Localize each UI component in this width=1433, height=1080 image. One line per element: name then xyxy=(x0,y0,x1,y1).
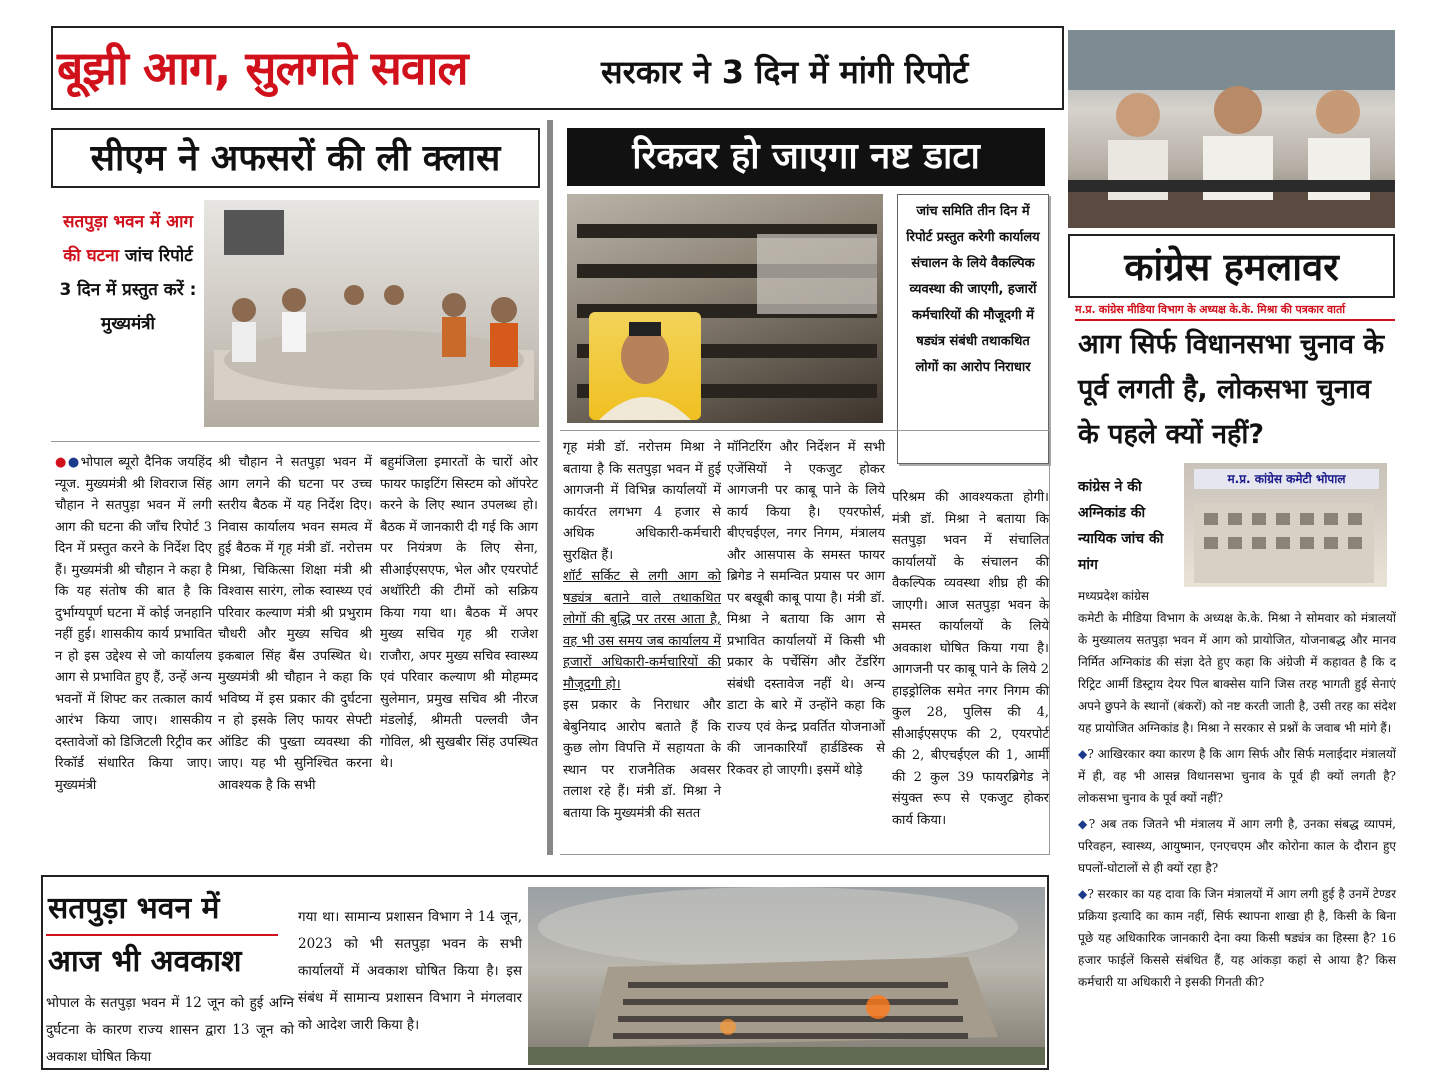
holiday-headline-1: सतपुड़ा भवन में xyxy=(48,891,220,926)
banner-sub-headline: सरकार ने 3 दिन में मांगी रिपोर्ट xyxy=(601,53,969,91)
congress-strap-rule xyxy=(1075,319,1395,321)
holiday-headline-rule xyxy=(46,934,278,936)
congress-body xyxy=(1078,585,1396,993)
aerial-fire-image xyxy=(528,887,1045,1065)
satpura-aerial-photo xyxy=(528,887,1045,1065)
congress-building-photo xyxy=(1184,463,1387,587)
fire-building-photo xyxy=(567,194,883,423)
cm-photo-caption xyxy=(58,205,198,341)
data-col-2 xyxy=(727,437,885,781)
cm-caption-black: जांच रिपोर्ट 3 दिन में प्रस्तुत करें : मुख्यमंत्री xyxy=(59,246,197,334)
building-image xyxy=(1184,493,1387,587)
congress-subhead: आग सिर्फ विधानसभा चुनाव के पूर्व लगती है, लोकसभा चुनाव के पहले क्यों नहीं? xyxy=(1078,329,1385,450)
congress-question-2: ◆? अब तक जितने भी मंत्रालय में आग लगी है, उनका संबद्ध व्यापमं, परिवहन, स्वास्थ्य, आयुष्मान, एनएचएम और कोरोना काल के दौरान हुए घपलों-घोटालों से ही क्यों रहा है? xyxy=(1078,817,1396,875)
data-col-3-text: परिश्रम की आवश्यकता होगी। मंत्री डॉ. मिश्रा ने बताया कि सतपुड़ा भवन में संचालित कार्यालयों के संचालन की वैकल्पिक व्यवस्था शीघ्र ही की जाएगी। आज सतपुड़ा भवन के समस्त कार्यालयों के लिये अवकाश घोषित किया गया है। आगजनी पर काबू पाने के लिये 2 हाइड्रोलिक समेत नगर निगम की कुल 28, पुलिस की 4, सीआईएसएफ की 2, एयरपोर्ट की 2, बीएचईएल की 1, आर्मी की 2 कुल 39 फायरब्रिगेड ने संयुक्त रूप से एकजुट होकर कार्य किया। xyxy=(892,490,1049,828)
cm-caption-red: सतपुड़ा भवन में आग की घटना xyxy=(62,212,194,266)
data-sidebar-text: जांच समिति तीन दिन में रिपोर्ट प्रस्तुत करेगी कार्यालय संचालन के लिये वैकल्पिक व्यवस्था की जाएगी, हजारों कर्मचारियों की मौजूदगी में षड्यंत्र संबंधी तथाकथित लोगों का आरोप निराधार xyxy=(906,204,1040,375)
data-sidebar-box xyxy=(897,194,1049,464)
data-col-1-para-c: इस प्रकार के निराधार और बेबुनियाद आरोप बताते हैं कि कुछ लोग विपत्ति में सहायता के स्थान पर राजनैतिक अवसर तलाश रहे हैं। मंत्री डॉ. मिश्रा ने बताया कि मुख्यमंत्री की सतत xyxy=(563,698,721,821)
data-col-2-text: मॉनिटरिंग और निर्देशन में सभी एजेंसियों ने एकजुट होकर आगजनी पर काबू पाने के लिये कार्य किया है। एयरफोर्स, बीएचईएल, नगर निगम, मंत्रालय और आसपास के समस्त फायर ब्रिगेड ने समन्वित प्रयास पर आग पर बखूबी काबू पाया है। मंत्री डॉ. मिश्रा ने बताया कि आग से प्रभावित कार्यालयों में किसी भी प्रकार के पर्चेसिंग और टेंडरिंग संबंधी दस्तावेज नहीं थे। अन्य डाटा के बारे में उन्होंने कहा कि राज्य एवं केन्द्र प्रवर्तित योजनाओं की जानकारियाँ हार्डडिस्क से रिकवर हो जाएगी। इसमें थोड़े xyxy=(727,440,885,778)
holiday-body-left: भोपाल के सतपुड़ा भवन में 12 जून को हुई अग्नि दुर्घटना के कारण राज्य शासन द्वारा 13 जून को अवकाश घोषित किया xyxy=(46,995,294,1065)
congress-box-caption: कांग्रेस ने की अग्निकांड की न्यायिक जांच की मांग xyxy=(1078,479,1164,573)
congress-headline-box xyxy=(1068,234,1395,298)
cm-headline: सीएम ने अफसरों की ली क्लास xyxy=(90,138,501,179)
cm-col-1-text: ●●भोपाल ब्यूरो दैनिक जयहिंद न्यूज. मुख्यमंत्री श्री शिवराज सिंह चौहान ने सतपुड़ा भवन में लगी आग की घटना की जाँच रिपोर्ट 3 दिन में प्रस्तुत करने के निर्देश दिए हैं। मुख्यमंत्री श्री चौहान ने कहा है कि यह संतोष की बात है कि दुर्भाग्यपूर्ण घटना में कोई जनहानि नहीं हुई। शासकीय कार्य प्रभावित न हो इस उद्देश्य से जो कार्यालय आग से प्रभावित हुए हैं, उन्हें अन्य भवनों में शिफ्ट कर तत्काल कार्य आरंभ किया जाए। शासकीय दस्तावेजों को डिजिटली रिट्रीव कर रिकॉर्ड संधारित किया जाए। मुख्यमंत्री xyxy=(55,455,212,793)
congress-lead: मध्यप्रदेश कांग्रेस xyxy=(1078,589,1150,603)
banner-main-headline: बूझी आग, सुलगते सवाल xyxy=(57,41,468,95)
cm-headline-box xyxy=(51,128,540,188)
meeting-image xyxy=(204,200,539,427)
press-conference-image xyxy=(1068,30,1395,228)
data-headline-box xyxy=(567,128,1045,186)
minister-portrait xyxy=(589,312,701,420)
congress-headline: कांग्रेस हमलावर xyxy=(1124,245,1339,289)
holiday-body-right: गया था। सामान्य प्रशासन विभाग ने 14 जून, 2023 को भी सतपुड़ा भवन के सभी कार्यालयों में अवकाश घोषित किया है। इस संबंध में सामान्य प्रशासन विभाग ने मंगलवार को आदेश जारी किया है। xyxy=(298,909,522,1033)
congress-body-text: कमेटी के मीडिया विभाग के अध्यक्ष के.के. मिश्रा ने सोमवार को मंत्रालयों के मुख्यालय सतपुड़ा भवन में आग को प्रायोजित, योजनाबद्ध और मानव निर्मित अग्निकांड की संज्ञा देते हुए कहा कि अंग्रेजी में कहावत है कि द रिट्रिट आर्मी डिस्ट्राय देयर पिल बाक्सेस यानि जिस तरह भागती हुई सेनाएं अपने छुपने के स्थानों (बंकरों) को नष्ट करती जाती है, उसी तरह का संदेश यह प्रायोजित अग्निकांड है। मिश्रा ने सरकार से प्रश्नों के जवाब भी मांगे हैं। xyxy=(1078,611,1396,735)
holiday-headline-2: आज भी अवकाश xyxy=(48,944,242,979)
data-col-1-para-b: शॉर्ट सर्किट से लगी आग को षड्यंत्र बताने वाले तथाकथित लोगों की बुद्धि पर तरस आता है, वह भी उस समय जब कार्यालय में हजारों अधिकारी-कर्मचारियों की मौजूदगी हो। xyxy=(563,569,721,692)
vertical-divider xyxy=(547,120,553,855)
congress-question-1: ◆? आखिरकार क्या कारण है कि आग सिर्फ और सिर्फ मलाईदार मंत्रालयों में ही, वह भी आसन्न विधानसभा चुनाव के पूर्व ही क्यों लगती है? लोकसभा चुनाव के पूर्व क्यों नहीं? xyxy=(1078,747,1396,805)
congress-press-photo xyxy=(1068,30,1395,228)
cm-col-1 xyxy=(55,452,212,796)
minister-image xyxy=(589,312,701,420)
building-sign: म.प्र. कांग्रेस कमेटी भोपाल xyxy=(1194,469,1379,489)
cm-col-2 xyxy=(218,452,372,796)
congress-question-3: ◆? सरकार का यह दावा कि जिन मंत्रालयों में आग लगी हुई है उनमें टेण्डर प्रक्रिया इत्यादि का काम नहीं, सिर्फ स्थापना शाखा ही है, किसी के बिना पूछे यह अधिकारिक जानकारी देना क्या किसी षड्यंत्र का हिस्सा है? 16 हजार फाईलें किससे संबंधित हैं, यह आंकड़ा कहां से आया है? किस कर्मचारी या अधिकारी ने इसकी गिनती की? xyxy=(1078,887,1397,989)
cm-col-2-text: श्री चौहान ने सतपुड़ा भवन में आग लगने की घटना पर उच्च स्तरीय बैठक में यह निर्देश दिए। निवास कार्यालय भवन समत्व में हुई बैठक में गृह मंत्री डॉ. नरोत्तम मिश्रा, चिकित्सा शिक्षा मंत्री श्री विश्वास सारंग, लोक स्वास्थ्य एवं परिवार कल्याण मंत्री श्री प्रभुराम चौधरी और मुख्य सचिव श्री इकबाल सिंह बैंस उपस्थित थे। मुख्यमंत्री श्री चौहान ने कहा कि भविष्य में इस प्रकार की दुर्घटना न हो इसके लिए फायर सेफ्टी ऑडिट की पुख्ता व्यवस्था की जाए। यह भी सुनिश्चित करना आवश्यक है कि सभी xyxy=(218,455,372,793)
congress-strap: म.प्र. कांग्रेस मीडिया विभाग के अध्यक्ष के.के. मिश्रा की पत्रकार वार्ता xyxy=(1075,303,1346,316)
cm-col-3 xyxy=(380,452,538,775)
data-col-3 xyxy=(892,487,1049,831)
cm-col-3-text: बहुमंजिला इमारतों के चारों ओर फायर फाइटिंग सिस्टम को ऑपरेट करने के लिए स्थान उपलब्ध हो। बैठक में जानकारी दी गई कि आग पर नियंत्रण के लिए सेना, सीआईएसएफ, भेल और एयरपोर्ट अथॉरिटी की टीमों को सक्रिय किया गया था। बैठक में अपर मुख्य सचिव गृह श्री राजेश राजौरा, अपर मुख्य सचिव स्वास्थ्य एवं परिवार कल्याण श्री मोहम्मद सुलेमान, प्रमुख सचिव श्री नीरज मंडलोई, श्रीमती पल्लवी जैन गोविल, श्री सुखबीर सिंह उपस्थित थे। xyxy=(380,455,538,771)
data-col-1-para-a: गृह मंत्री डॉ. नरोत्तम मिश्रा ने बताया है कि सतपुड़ा भवन में हुई आगजनी में विभिन्न कार्यालयों में कार्यरत लगभग 4 हजार से अधिक अधिकारी-कर्मचारी सुरक्षित हैं। xyxy=(563,440,721,563)
data-col-1 xyxy=(563,437,721,824)
data-headline: रिकवर हो जाएगा नष्ट डाटा xyxy=(632,136,980,177)
cm-meeting-photo xyxy=(204,200,539,427)
top-banner xyxy=(51,26,1064,110)
